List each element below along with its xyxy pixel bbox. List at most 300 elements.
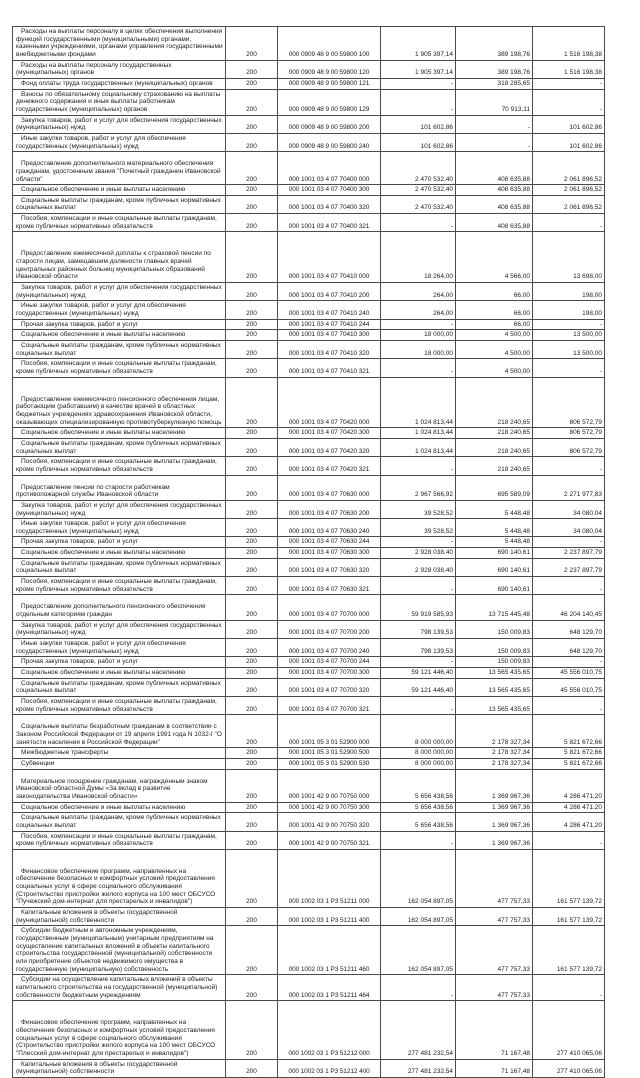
row-amount-unexecuted: 161 577 139,72: [533, 926, 605, 975]
row-expense-type-code: 200: [226, 678, 278, 696]
row-amount-executed: 66,00: [456, 301, 533, 319]
table-row: [13, 152, 605, 185]
table-row: [13, 60, 605, 78]
row-name: Предоставление дополнительного материального обеспечения гражданам, удостоенным звания "Почетный гражданин Ивановской области": [13, 152, 226, 185]
row-amount-executed: 5 448,48: [456, 519, 533, 537]
row-amount-unexecuted: 806 572,79: [533, 438, 605, 456]
row-amount-approved: 798 139,53: [381, 620, 456, 638]
row-amount-executed: 218 240,65: [456, 438, 533, 456]
row-name: Прочая закупка товаров, работ и услуг: [13, 537, 226, 548]
row-name: Межбюджетные трансферты: [13, 748, 226, 759]
row-expense-type-code: 200: [226, 195, 278, 213]
row-amount-executed: 150 009,83: [456, 620, 533, 638]
row-amount-approved: 2 967 566,92: [381, 475, 456, 500]
table-row: [13, 457, 605, 475]
row-name: Иные закупки товаров, работ и услуг для обеспечения государственных (муниципальных) нужд: [13, 301, 226, 319]
row-amount-unexecuted: 101 602,86: [533, 133, 605, 151]
row-amount-approved: 2 470 532,40: [381, 195, 456, 213]
row-amount-executed: 690 140,61: [456, 558, 533, 576]
row-name: Социальное обеспечение и иные выплаты населению: [13, 548, 226, 559]
row-amount-approved: 162 054 897,05: [381, 908, 456, 926]
row-expense-type-code: 200: [226, 428, 278, 439]
row-amount-approved: 5 656 438,56: [381, 802, 456, 813]
row-budget-classification-code: 000 1001 03 4 07 70400 321: [278, 214, 381, 232]
row-amount-executed: 4 500,00: [456, 359, 533, 377]
row-name: Материальное поощрение гражданам, награжденным знаком Ивановской областной Думы «За вклад в развитие законодательства Ивановской области»: [13, 769, 226, 802]
row-budget-classification-code: 000 1001 42 9 00 70750 321: [278, 831, 381, 849]
row-amount-unexecuted: 13 500,00: [533, 330, 605, 341]
table-row: [13, 908, 605, 926]
table-row: [13, 89, 605, 115]
row-amount-approved: -: [381, 78, 456, 89]
table-row: [13, 802, 605, 813]
table-row: [13, 359, 605, 377]
table-row: [13, 475, 605, 500]
row-amount-unexecuted: 13 500,00: [533, 341, 605, 359]
row-amount-executed: 477 757,33: [456, 926, 533, 975]
row-amount-approved: 264,00: [381, 301, 456, 319]
row-budget-classification-code: 000 1001 03 4 07 70410 320: [278, 341, 381, 359]
table-row: [13, 301, 605, 319]
row-amount-executed: 389 198,76: [456, 60, 533, 78]
row-expense-type-code: 200: [226, 908, 278, 926]
row-budget-classification-code: 000 1001 03 4 07 70410 200: [278, 283, 381, 301]
row-budget-classification-code: 000 1001 03 4 07 70630 321: [278, 577, 381, 595]
row-budget-classification-code: 000 1002 03 1 Р3 51211 000: [278, 849, 381, 907]
row-budget-classification-code: 000 1001 05 3 01 52900 000: [278, 715, 381, 748]
row-name: Предоставление дополнительного пенсионного обеспечения отдельным категориям граждан: [13, 595, 226, 620]
row-name: Пособия, компенсации и иные социальные выплаты гражданам, кроме публичных нормативных обязательств: [13, 696, 226, 714]
table-row: [13, 678, 605, 696]
row-expense-type-code: 200: [226, 341, 278, 359]
row-name: Закупка товаров, работ и услуг для обеспечения государственных (муниципальных) нужд: [13, 115, 226, 133]
table-row: [13, 696, 605, 714]
table-row: [13, 428, 605, 439]
row-amount-executed: 408 635,88: [456, 195, 533, 213]
row-amount-unexecuted: 198,00: [533, 301, 605, 319]
row-budget-classification-code: 000 0909 48 9 00 59800 200: [278, 115, 381, 133]
row-budget-classification-code: 000 1001 42 9 00 70750 320: [278, 813, 381, 831]
row-amount-approved: 8 000 000,00: [381, 758, 456, 769]
table-row: [13, 668, 605, 679]
row-amount-approved: 1 905 397,14: [381, 27, 456, 61]
row-amount-unexecuted: -: [533, 359, 605, 377]
row-amount-unexecuted: -: [533, 696, 605, 714]
row-expense-type-code: 200: [226, 500, 278, 518]
row-budget-classification-code: 000 1001 03 4 07 70420 320: [278, 438, 381, 456]
row-amount-executed: 66,00: [456, 283, 533, 301]
row-amount-unexecuted: 13 698,00: [533, 232, 605, 283]
row-amount-unexecuted: -: [533, 78, 605, 89]
row-expense-type-code: 200: [226, 301, 278, 319]
row-amount-executed: 5 448,48: [456, 500, 533, 518]
row-expense-type-code: 200: [226, 1001, 278, 1059]
row-budget-classification-code: 000 1001 42 9 00 70750 000: [278, 769, 381, 802]
row-amount-unexecuted: 2 061 896,52: [533, 185, 605, 196]
row-budget-classification-code: 000 0909 48 9 00 59800 120: [278, 60, 381, 78]
row-amount-executed: 13 565 435,65: [456, 668, 533, 679]
row-amount-unexecuted: 45 556 010,75: [533, 668, 605, 679]
row-amount-unexecuted: -: [533, 975, 605, 1001]
row-budget-classification-code: 000 1001 03 4 07 70400 000: [278, 152, 381, 185]
table-row: [13, 27, 605, 61]
row-amount-approved: -: [381, 89, 456, 115]
table-row: [13, 195, 605, 213]
row-name: Социальные выплаты гражданам, кроме публичных нормативных социальных выплат: [13, 438, 226, 456]
row-expense-type-code: 200: [226, 27, 278, 61]
row-amount-unexecuted: 648 129,70: [533, 620, 605, 638]
row-amount-approved: 8 000 000,00: [381, 748, 456, 759]
budget-table: [12, 26, 605, 1078]
row-amount-approved: -: [381, 975, 456, 1001]
row-amount-executed: 71 167,48: [456, 1059, 533, 1077]
row-name: Пособия, компенсации и иные социальные выплаты гражданам, кроме публичных нормативных обязательств: [13, 214, 226, 232]
table-row: [13, 620, 605, 638]
row-amount-executed: 218 240,65: [456, 428, 533, 439]
row-amount-unexecuted: 5 821 672,66: [533, 715, 605, 748]
row-amount-unexecuted: 2 061 896,52: [533, 152, 605, 185]
row-amount-unexecuted: 2 237 897,79: [533, 548, 605, 559]
budget-table-body: [13, 27, 605, 1078]
row-name: Социальное обеспечение и иные выплаты населению: [13, 330, 226, 341]
row-amount-executed: 4 500,00: [456, 341, 533, 359]
row-amount-executed: 2 178 327,34: [456, 715, 533, 748]
row-amount-approved: 59 919 585,93: [381, 595, 456, 620]
table-row: [13, 926, 605, 975]
row-budget-classification-code: 000 1002 03 1 Р3 51212 000: [278, 1001, 381, 1059]
row-amount-approved: -: [381, 214, 456, 232]
row-amount-executed: 477 757,33: [456, 975, 533, 1001]
row-amount-unexecuted: 1 516 198,38: [533, 27, 605, 61]
table-row: [13, 849, 605, 907]
row-budget-classification-code: 000 1001 03 4 07 70630 200: [278, 500, 381, 518]
table-row: [13, 548, 605, 559]
row-amount-executed: 1 369 967,36: [456, 831, 533, 849]
row-name: Субвенции: [13, 758, 226, 769]
row-name: Социальные выплаты безработным гражданам в соответствии с Законом Российской Федерации от 19 апреля 1991 года N 1032-I "О занятости населения в Российской Федерации": [13, 715, 226, 748]
row-amount-unexecuted: 4 286 471,20: [533, 813, 605, 831]
table-row: [13, 438, 605, 456]
table-row: [13, 133, 605, 151]
row-expense-type-code: 200: [226, 813, 278, 831]
row-amount-unexecuted: 34 080,04: [533, 519, 605, 537]
row-amount-unexecuted: -: [533, 537, 605, 548]
row-name: Социальное обеспечение и иные выплаты населению: [13, 802, 226, 813]
table-row: [13, 283, 605, 301]
row-expense-type-code: 200: [226, 537, 278, 548]
row-amount-executed: 1 369 967,36: [456, 802, 533, 813]
row-amount-approved: 1 024 813,44: [381, 377, 456, 428]
row-expense-type-code: 200: [226, 620, 278, 638]
row-expense-type-code: 200: [226, 457, 278, 475]
row-budget-classification-code: 000 1001 03 4 07 70630 300: [278, 548, 381, 559]
row-name: Социальные выплаты гражданам, кроме публичных нормативных социальных выплат: [13, 195, 226, 213]
row-amount-executed: 2 178 327,34: [456, 748, 533, 759]
row-budget-classification-code: 000 1001 03 4 07 70700 200: [278, 620, 381, 638]
row-expense-type-code: 200: [226, 639, 278, 657]
row-amount-approved: 162 054 897,05: [381, 926, 456, 975]
row-amount-executed: 218 240,65: [456, 377, 533, 428]
table-row: [13, 595, 605, 620]
row-expense-type-code: 200: [226, 748, 278, 759]
row-amount-approved: 59 121 446,40: [381, 668, 456, 679]
row-budget-classification-code: 000 1001 03 4 07 70630 000: [278, 475, 381, 500]
table-row: [13, 1059, 605, 1077]
row-name: Предоставление ежемесячной доплаты к страховой пенсии по старости лицам, замещавшим должности главных врачей центральных районных больниц муниципальных образований Ивановской области: [13, 232, 226, 283]
row-amount-unexecuted: 4 286 471,20: [533, 802, 605, 813]
row-amount-executed: -: [456, 115, 533, 133]
row-amount-executed: 690 140,61: [456, 548, 533, 559]
row-amount-approved: -: [381, 657, 456, 668]
row-budget-classification-code: 000 1001 03 4 07 70410 321: [278, 359, 381, 377]
row-amount-executed: 13 715 445,48: [456, 595, 533, 620]
row-budget-classification-code: 000 1001 03 4 07 70700 321: [278, 696, 381, 714]
row-amount-unexecuted: 46 204 140,45: [533, 595, 605, 620]
row-name: Пособия, компенсации и иные социальные выплаты гражданам, кроме публичных нормативных обязательств: [13, 457, 226, 475]
row-expense-type-code: 200: [226, 831, 278, 849]
row-budget-classification-code: 000 1002 03 1 Р3 51212 400: [278, 1059, 381, 1077]
row-name: Расходы на выплаты персоналу государственных (муниципальных) органов: [13, 60, 226, 78]
row-name: Социальные выплаты гражданам, кроме публичных нормативных социальных выплат: [13, 341, 226, 359]
table-row: [13, 330, 605, 341]
row-expense-type-code: 200: [226, 377, 278, 428]
row-amount-unexecuted: 1 516 198,38: [533, 60, 605, 78]
row-expense-type-code: 200: [226, 185, 278, 196]
row-expense-type-code: 200: [226, 769, 278, 802]
row-amount-executed: 13 565 435,65: [456, 696, 533, 714]
row-budget-classification-code: 000 1001 05 3 01 52900 500: [278, 748, 381, 759]
row-amount-approved: 2 470 532,40: [381, 152, 456, 185]
table-row: [13, 377, 605, 428]
row-expense-type-code: 200: [226, 115, 278, 133]
row-amount-unexecuted: 5 821 672,66: [533, 758, 605, 769]
row-amount-approved: 277 481 232,54: [381, 1059, 456, 1077]
row-expense-type-code: 200: [226, 1059, 278, 1077]
row-amount-unexecuted: -: [533, 457, 605, 475]
row-amount-approved: 18 264,00: [381, 232, 456, 283]
row-amount-approved: -: [381, 831, 456, 849]
row-amount-executed: 218 240,65: [456, 457, 533, 475]
table-row: [13, 769, 605, 802]
row-name: Иные закупки товаров, работ и услуг для обеспечения государственных (муниципальных) нужд: [13, 639, 226, 657]
row-name: Социальное обеспечение и иные выплаты населению: [13, 185, 226, 196]
row-expense-type-code: 200: [226, 330, 278, 341]
row-expense-type-code: 200: [226, 475, 278, 500]
row-name: Социальные выплаты гражданам, кроме публичных нормативных социальных выплат: [13, 678, 226, 696]
row-amount-approved: 2 928 038,40: [381, 548, 456, 559]
row-amount-unexecuted: -: [533, 319, 605, 330]
row-amount-executed: 1 369 967,36: [456, 769, 533, 802]
row-expense-type-code: 200: [226, 319, 278, 330]
row-amount-unexecuted: 161 577 139,72: [533, 908, 605, 926]
table-row: [13, 537, 605, 548]
row-budget-classification-code: 000 0909 48 9 00 59800 129: [278, 89, 381, 115]
table-row: [13, 319, 605, 330]
row-budget-classification-code: 000 1001 03 4 07 70700 000: [278, 595, 381, 620]
row-amount-executed: 4 566,00: [456, 232, 533, 283]
row-name: Социальное обеспечение и иные выплаты населению: [13, 428, 226, 439]
row-expense-type-code: 200: [226, 657, 278, 668]
table-row: [13, 214, 605, 232]
row-amount-approved: 18 000,00: [381, 341, 456, 359]
row-amount-unexecuted: 2 271 977,83: [533, 475, 605, 500]
row-amount-approved: 798 139,53: [381, 639, 456, 657]
row-budget-classification-code: 000 0909 48 9 00 59800 100: [278, 27, 381, 61]
row-name: Предоставление пенсии по старости работникам противопожарной службы Ивановской области: [13, 475, 226, 500]
row-amount-executed: 389 198,76: [456, 27, 533, 61]
row-name: Предоставление ежемесячного пенсионного обеспечения лицам, работающим (работавшим) в качестве врачей в областных бюджетных учреждениях здравоохранения Ивановской области, оказывающих специализированную противотуберкулезную помощь: [13, 377, 226, 428]
row-amount-unexecuted: 34 080,04: [533, 500, 605, 518]
row-budget-classification-code: 000 1002 03 1 Р3 51211 460: [278, 926, 381, 975]
row-amount-executed: 477 757,33: [456, 849, 533, 907]
row-amount-approved: -: [381, 577, 456, 595]
row-amount-approved: -: [381, 696, 456, 714]
row-expense-type-code: 200: [226, 78, 278, 89]
table-row: [13, 185, 605, 196]
row-expense-type-code: 200: [226, 214, 278, 232]
table-row: [13, 558, 605, 576]
row-name: Финансовое обеспечение программ, направленных на обеспечение безопасных и комфортных условий предоставления социальных услуг в сфере социального обслуживания (Строительство пристройки жилого корпуса на 100 мест ОБСУСО "Плесский дом-интернат для престарелых и инвалидов"): [13, 1001, 226, 1059]
row-amount-approved: 162 054 897,05: [381, 849, 456, 907]
row-budget-classification-code: 000 1001 03 4 07 70400 300: [278, 185, 381, 196]
table-row: [13, 232, 605, 283]
row-budget-classification-code: 000 0909 48 9 00 59800 121: [278, 78, 381, 89]
row-expense-type-code: 200: [226, 975, 278, 1001]
row-amount-approved: 277 481 232,54: [381, 1001, 456, 1059]
row-amount-approved: 39 528,52: [381, 519, 456, 537]
row-expense-type-code: 200: [226, 595, 278, 620]
row-amount-approved: 101 602,86: [381, 115, 456, 133]
row-amount-executed: 5 448,48: [456, 537, 533, 548]
row-amount-approved: 39 528,52: [381, 500, 456, 518]
table-row: [13, 657, 605, 668]
row-name: Капитальные вложения в объекты государственной (муниципальной) собственности: [13, 908, 226, 926]
row-amount-unexecuted: 101 602,86: [533, 115, 605, 133]
row-expense-type-code: 200: [226, 558, 278, 576]
row-amount-unexecuted: 161 577 139,72: [533, 849, 605, 907]
row-amount-unexecuted: -: [533, 657, 605, 668]
row-name: Пособия, компенсации и иные социальные выплаты гражданам, кроме публичных нормативных обязательств: [13, 577, 226, 595]
table-row: [13, 115, 605, 133]
table-row: [13, 341, 605, 359]
row-amount-executed: 66,00: [456, 319, 533, 330]
row-expense-type-code: 200: [226, 60, 278, 78]
row-name: Прочая закупка товаров, работ и услуг: [13, 319, 226, 330]
row-budget-classification-code: 000 1001 03 4 07 70630 240: [278, 519, 381, 537]
row-name: Иные закупки товаров, работ и услуг для обеспечения государственных (муниципальных) нужд: [13, 519, 226, 537]
table-row: [13, 500, 605, 518]
row-amount-executed: 695 589,09: [456, 475, 533, 500]
row-amount-unexecuted: 5 821 672,66: [533, 748, 605, 759]
row-amount-executed: -: [456, 133, 533, 151]
row-budget-classification-code: 000 1001 03 4 07 70630 320: [278, 558, 381, 576]
row-amount-executed: 318 285,65: [456, 78, 533, 89]
row-amount-approved: -: [381, 537, 456, 548]
row-amount-unexecuted: 198,00: [533, 283, 605, 301]
row-name: Взносы по обязательному социальному страхованию на выплаты денежного содержания и иные выплаты работникам государственных (муниципальных) органов: [13, 89, 226, 115]
row-budget-classification-code: 000 1002 03 1 Р3 51211 400: [278, 908, 381, 926]
row-budget-classification-code: 000 1002 03 1 Р3 51211 464: [278, 975, 381, 1001]
row-name: Капитальные вложения в объекты государственной (муниципальной) собственности: [13, 1059, 226, 1077]
row-amount-unexecuted: 648 129,70: [533, 639, 605, 657]
row-amount-executed: 408 635,88: [456, 152, 533, 185]
row-budget-classification-code: 000 1001 03 4 07 70700 300: [278, 668, 381, 679]
row-amount-approved: 5 656 438,56: [381, 769, 456, 802]
row-amount-executed: 2 178 327,34: [456, 758, 533, 769]
table-row: [13, 813, 605, 831]
table-row: [13, 715, 605, 748]
row-name: Субсидии бюджетным и автономным учреждениям, государственным (муниципальным) унитарным предприятиям на осуществление капитальных вложений в объекты капитального строительства государственной (муниципальной) собственности или приобретение объектов недвижимого имущества в государственную (муниципальную) собственность: [13, 926, 226, 975]
row-expense-type-code: 200: [226, 577, 278, 595]
row-amount-unexecuted: 806 572,79: [533, 377, 605, 428]
row-amount-approved: 18 000,00: [381, 330, 456, 341]
row-name: Пособия, компенсации и иные социальные выплаты гражданам, кроме публичных нормативных обязательств: [13, 359, 226, 377]
row-amount-unexecuted: -: [533, 577, 605, 595]
row-expense-type-code: 200: [226, 232, 278, 283]
row-name: Финансовое обеспечение программ, направленных на обеспечение безопасных и комфортных условий предоставления социальных услуг в сфере социального обслуживания (Строительство пристройки жилого корпуса на 100 мест ОБСУСО "Пучежский дом-интернат для престарелых и инвалидов"): [13, 849, 226, 907]
table-row: [13, 639, 605, 657]
row-name: Пособия, компенсации и иные социальные выплаты гражданам, кроме публичных нормативных обязательств: [13, 831, 226, 849]
row-amount-executed: 1 369 967,36: [456, 813, 533, 831]
row-expense-type-code: 200: [226, 696, 278, 714]
row-expense-type-code: 200: [226, 152, 278, 185]
row-expense-type-code: 200: [226, 519, 278, 537]
table-row: [13, 519, 605, 537]
row-amount-executed: 13 565 435,65: [456, 678, 533, 696]
row-name: Закупка товаров, работ и услуг для обеспечения государственных (муниципальных) нужд: [13, 500, 226, 518]
row-expense-type-code: 200: [226, 89, 278, 115]
row-expense-type-code: 200: [226, 283, 278, 301]
table-row: [13, 748, 605, 759]
row-expense-type-code: 200: [226, 849, 278, 907]
row-amount-executed: 70 913,11: [456, 89, 533, 115]
row-budget-classification-code: 000 1001 03 4 07 70420 000: [278, 377, 381, 428]
row-expense-type-code: 200: [226, 133, 278, 151]
row-amount-executed: 477 757,33: [456, 908, 533, 926]
row-amount-executed: 71 167,48: [456, 1001, 533, 1059]
row-budget-classification-code: 000 0909 48 9 00 59800 240: [278, 133, 381, 151]
row-name: Иные закупки товаров, работ и услуг для обеспечения государственных (муниципальных) нужд: [13, 133, 226, 151]
row-amount-approved: 2 470 532,40: [381, 185, 456, 196]
row-amount-approved: 2 928 038,40: [381, 558, 456, 576]
row-amount-unexecuted: 2 061 896,52: [533, 195, 605, 213]
row-amount-approved: 59 121 446,40: [381, 678, 456, 696]
row-amount-approved: 101 602,86: [381, 133, 456, 151]
row-name: Прочая закупка товаров, работ и услуг: [13, 657, 226, 668]
row-amount-unexecuted: -: [533, 89, 605, 115]
row-amount-approved: 1 905 397,14: [381, 60, 456, 78]
row-amount-approved: 264,00: [381, 283, 456, 301]
row-budget-classification-code: 000 1001 03 4 07 70410 244: [278, 319, 381, 330]
row-amount-unexecuted: -: [533, 831, 605, 849]
row-expense-type-code: 200: [226, 548, 278, 559]
row-amount-approved: -: [381, 359, 456, 377]
row-amount-unexecuted: 277 410 065,06: [533, 1059, 605, 1077]
row-amount-unexecuted: 4 286 471,20: [533, 769, 605, 802]
row-expense-type-code: 200: [226, 359, 278, 377]
row-expense-type-code: 200: [226, 438, 278, 456]
table-row: [13, 1001, 605, 1059]
row-budget-classification-code: 000 1001 03 4 07 70410 000: [278, 232, 381, 283]
row-budget-classification-code: 000 1001 03 4 07 70700 320: [278, 678, 381, 696]
table-row: [13, 78, 605, 89]
row-name: Расходы на выплаты персоналу в целях обеспечения выполнения функций государственными (муниципальными) органами, казенными учреждениями, органами управления государственными внебюджетными фондами: [13, 27, 226, 61]
row-name: Социальное обеспечение и иные выплаты населению: [13, 668, 226, 679]
row-amount-approved: -: [381, 457, 456, 475]
row-amount-unexecuted: 277 410 065,06: [533, 1001, 605, 1059]
row-budget-classification-code: 000 1001 05 3 01 52900 530: [278, 758, 381, 769]
row-amount-approved: 8 000 000,00: [381, 715, 456, 748]
